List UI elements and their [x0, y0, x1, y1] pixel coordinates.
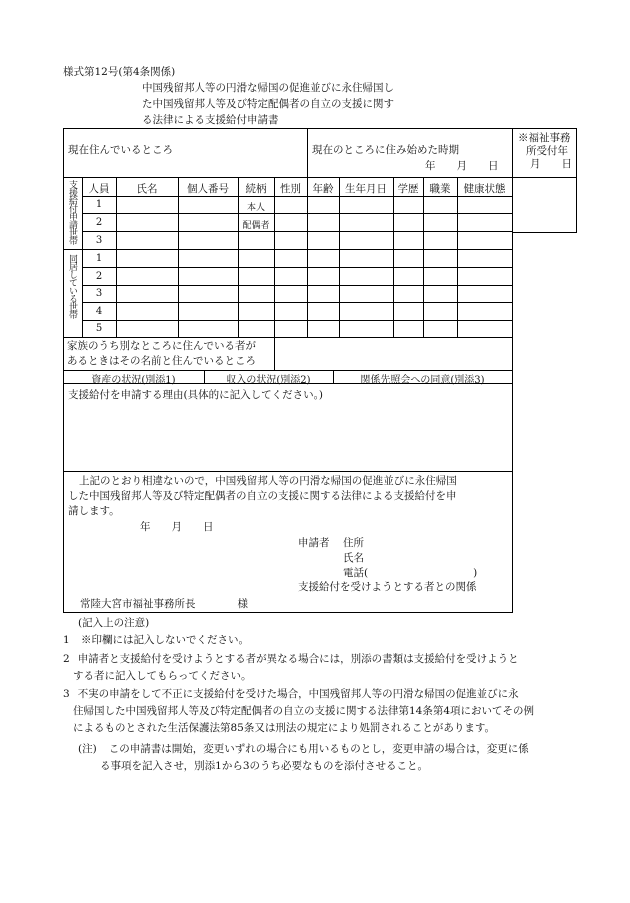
- since-label: 現在のところに住み始めた時期: [312, 144, 459, 156]
- row-number: 2: [95, 271, 103, 282]
- row-number: 5: [95, 323, 103, 334]
- addressee: 常陸大宮市福祉事務所長 様: [80, 598, 248, 610]
- separate-line: あるときはその名前と住んでいるところ: [67, 355, 256, 367]
- note-line: 申請者と支援給付を受けようとする者が異なる場合には，別添の書類は支援給付を受けようと: [77, 653, 519, 665]
- header-sex: 性別: [280, 183, 301, 195]
- row-number: 4: [95, 306, 103, 317]
- row-number: 3: [95, 288, 103, 299]
- note-item: [63, 651, 583, 685]
- remark: [78, 741, 583, 775]
- notes-title: (記入上の注意): [78, 617, 150, 629]
- attachment-consent: 関係先照会への同意(別添3): [360, 375, 485, 386]
- note-line: 不実の申請をして不正に支援給付を受けた場合，中国残留邦人等の円滑な帰国の促進並びに永: [77, 688, 519, 700]
- form-number: 様式第12号(第4条関係): [63, 66, 176, 78]
- row-number: 1: [95, 199, 103, 210]
- office-receipt-line: 月 日: [530, 158, 572, 170]
- applicant-address-label: 住所: [343, 537, 364, 549]
- row-number: 2: [95, 217, 103, 228]
- group-label-applicant: 支援給付申請世帯: [67, 180, 77, 244]
- applicant-relation-label: 支援給付を受けようとする者との関係: [298, 581, 477, 593]
- row-number: 3: [95, 235, 103, 246]
- header-occupation: 職業: [429, 183, 451, 195]
- header-count: 人員: [88, 183, 110, 195]
- row-relation: 本人: [246, 203, 265, 213]
- header-relation: 続柄: [245, 183, 267, 195]
- title-line: る法律による支援給付申請書: [142, 114, 279, 126]
- note-number: 1: [63, 634, 70, 646]
- applicant-label: 申請者: [298, 537, 330, 549]
- remark-line: る事項を記入させ，別添1から3のうち必要なものを添付させること。: [100, 760, 429, 772]
- note-line: ※印欄には記入しないでください。: [81, 634, 250, 646]
- title-line: 中国残留邦人等の円滑な帰国の促進並びに永住帰国し: [142, 82, 394, 94]
- applicant-name-label: 氏名: [343, 552, 364, 564]
- declaration: [68, 474, 457, 519]
- since-date: 年 月 日: [425, 160, 499, 172]
- header-health: 健康状態: [463, 183, 506, 195]
- declaration-line: 上記のとおり相違ないので，中国残留邦人等の円滑な帰国の促進並びに永住帰国: [79, 475, 457, 487]
- form-title: [142, 80, 394, 128]
- current-address-label: 現在住んでいるところ: [68, 144, 173, 156]
- header-birthdate: 生年月日: [345, 183, 387, 195]
- applicant-phone-label: 電話( ): [343, 567, 478, 579]
- note-line: 住帰国した中国残留邦人等及び特定配偶者の自立の支援に関する法律第14条第4項においてその例: [73, 705, 535, 717]
- note-line: によるものとされた生活保護法第85条又は刑法の規定により処罰されることがあります。: [73, 722, 496, 734]
- office-receipt-label: [518, 132, 572, 171]
- office-receipt-line: ※福祉事務: [518, 132, 571, 144]
- attachment-assets: 資産の状況(別添1): [91, 375, 176, 386]
- header-personal-number: 個人番号: [187, 183, 229, 195]
- note-number: 2: [63, 653, 70, 665]
- note-item: [63, 632, 583, 649]
- application-date: 年 月 日: [140, 521, 214, 533]
- row-relation: 配偶者: [242, 221, 270, 231]
- declaration-line: した中国残留邦人等及び特定配偶者の自立の支援に関する法律による支援給付を申: [68, 490, 457, 502]
- declaration-line: 請します。: [68, 505, 120, 517]
- note-number: 3: [63, 688, 70, 700]
- group-label-cohabiting: 同居している世帯: [67, 254, 77, 318]
- title-line: た中国残留邦人等及び特定配偶者の自立の支援に関す: [142, 98, 394, 110]
- note-item: [63, 686, 583, 737]
- header-name: 氏名: [136, 183, 158, 195]
- header-education: 学歴: [397, 183, 419, 195]
- separate-line: 家族のうち別なところに住んでいる者が: [67, 340, 256, 352]
- header-age: 年齢: [312, 183, 334, 195]
- remark-line: この申請書は開始，変更いずれの場合にも用いるものとし，変更申請の場合は，変更に係: [108, 743, 529, 755]
- row-number: 1: [95, 253, 103, 264]
- remark-label: (注): [78, 743, 97, 755]
- reason-label: 支援給付を申請する理由(具体的に記入してください。): [68, 389, 323, 401]
- separate-family-label: [67, 339, 256, 369]
- office-receipt-line: 所受付年: [526, 145, 568, 157]
- note-line: する者に記入してもらってください。: [73, 670, 252, 682]
- attachment-income: 収入の状況(別添2): [226, 375, 311, 386]
